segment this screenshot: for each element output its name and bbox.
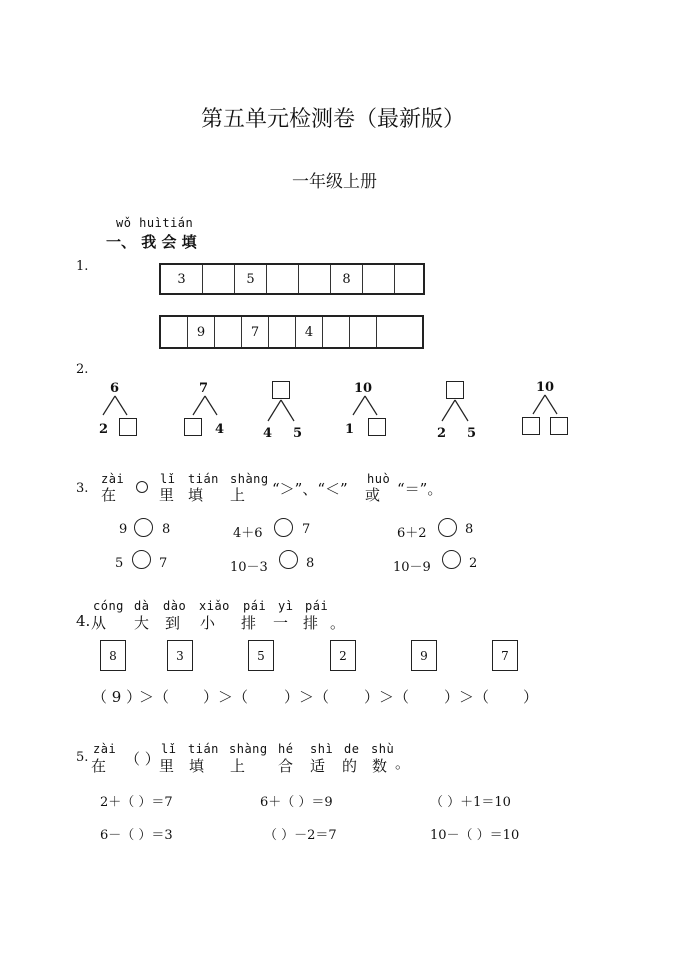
- tree3-top-box[interactable]: [272, 381, 290, 399]
- q3-item-right: 8: [465, 522, 474, 537]
- tree6-top: 10: [536, 380, 555, 395]
- q3-pinyin-tian: tián: [188, 472, 219, 486]
- tree2-right: 4: [215, 422, 225, 437]
- q3-char-li: 里: [159, 486, 175, 504]
- q3-symbol-eq: “＝”。: [397, 480, 443, 498]
- strip1-cell[interactable]: [363, 265, 395, 293]
- tree2-branches: [190, 396, 220, 416]
- section1-label: 一、 我 会 填: [106, 233, 197, 251]
- q5-equation[interactable]: 10－（ ）＝10: [430, 828, 520, 843]
- q4-pinyin-cong: cóng: [93, 599, 124, 613]
- tree3-branches: [266, 400, 296, 422]
- q4-number-box: 9: [411, 640, 437, 671]
- strip2-cell[interactable]: [269, 317, 296, 347]
- q5-equation[interactable]: 6＋（ ）＝9: [260, 795, 333, 810]
- q3-answer-circle[interactable]: [274, 518, 293, 537]
- q5-char: 。: [395, 754, 411, 772]
- q3-pinyin-huo: huò: [367, 472, 391, 486]
- strip2-cell[interactable]: 7: [242, 317, 269, 347]
- q3-pinyin-li: lǐ: [160, 472, 176, 486]
- q3-item-right: 8: [162, 522, 171, 537]
- q3-item-right: 7: [159, 556, 168, 571]
- tree3-left: 4: [263, 426, 273, 441]
- q4-number-box: 2: [330, 640, 356, 671]
- q5-char: 合: [278, 757, 294, 775]
- q4-pinyin-dao: dào: [163, 599, 187, 613]
- q5-equation[interactable]: 2＋（ ）＝7: [100, 795, 173, 810]
- strip2-cell[interactable]: 9: [188, 317, 215, 347]
- q5-equation[interactable]: 6－（ ）＝3: [100, 828, 173, 843]
- q5-paren-blank: （ ）: [125, 750, 160, 768]
- tree6-right-box[interactable]: [550, 417, 568, 435]
- q3-char-huo: 或: [365, 486, 381, 504]
- tree5-right: 5: [467, 426, 477, 441]
- strip2-cell[interactable]: 4: [296, 317, 323, 347]
- q5-pinyin-shu: shù: [371, 742, 395, 756]
- q3-item-left: 9: [119, 522, 128, 537]
- tree1-top: 6: [110, 381, 120, 396]
- q4-char: 到: [165, 614, 181, 632]
- q3-char-tian: 填: [188, 486, 204, 504]
- q5-equation[interactable]: （ ）＋1＝10: [430, 795, 511, 810]
- q5-char: 在: [91, 757, 107, 775]
- tree4-branches: [350, 396, 380, 416]
- strip2-cell[interactable]: [377, 317, 404, 347]
- q4-order-seg: ）＞（: [203, 688, 249, 706]
- q4-char: 排: [303, 614, 319, 632]
- q5-char: 填: [189, 757, 205, 775]
- q4-order-seg: ）＞（: [364, 688, 410, 706]
- strip1-cell[interactable]: 8: [331, 265, 363, 293]
- tree6-branches: [530, 395, 560, 415]
- q3-item-left: 5: [115, 556, 124, 571]
- q3-answer-circle[interactable]: [132, 550, 151, 569]
- q3-answer-circle[interactable]: [279, 550, 298, 569]
- strip2-cell[interactable]: [350, 317, 377, 347]
- page-title: 第五单元检测卷（最新版）: [201, 107, 466, 132]
- q3-item-left: 10－9: [393, 560, 431, 575]
- strip1-cell[interactable]: [267, 265, 299, 293]
- section1-pinyin: wǒ huìtián: [116, 216, 194, 230]
- q5-pinyin-shi: shì: [310, 742, 334, 756]
- number-strip-2: [159, 315, 424, 349]
- tree5-branches: [440, 400, 470, 422]
- tree5-top-box[interactable]: [446, 381, 464, 399]
- q5-number: 5.: [76, 750, 89, 765]
- q5-char: 的: [342, 757, 358, 775]
- q4-number-box: 7: [492, 640, 518, 671]
- q1-number: 1.: [76, 259, 89, 274]
- q5-pinyin-de: de: [344, 742, 360, 756]
- q2-number: 2.: [76, 362, 89, 377]
- q4-order-end: ）: [523, 688, 539, 706]
- q5-char: 适: [310, 757, 326, 775]
- number-strip-1: [159, 263, 425, 295]
- q4-number-box: 5: [248, 640, 274, 671]
- q4-char: 。: [330, 614, 346, 632]
- strip2-cell[interactable]: [215, 317, 242, 347]
- strip1-cell[interactable]: 3: [161, 265, 203, 293]
- q3-item-left: 6＋2: [397, 526, 427, 541]
- q4-order-seg: ）＞（: [284, 688, 330, 706]
- q4-char: 小: [200, 614, 216, 632]
- q4-char: 一: [273, 614, 289, 632]
- tree3-right: 5: [293, 426, 303, 441]
- q3-item-left: 10－3: [230, 560, 268, 575]
- q4-char: 排: [241, 614, 257, 632]
- q4-char: 从: [91, 614, 107, 632]
- q3-pinyin-shang: shàng: [230, 472, 269, 486]
- tree1-left: 2: [99, 422, 109, 437]
- q4-pinyin-pai: pái: [243, 599, 267, 613]
- q4-order-seg: ＞（: [139, 688, 170, 706]
- strip1-cell[interactable]: [299, 265, 331, 293]
- q4-number-box: 3: [167, 640, 193, 671]
- q5-pinyin-zai: zài: [93, 742, 117, 756]
- q3-item-left: 4＋6: [233, 526, 263, 541]
- q3-answer-circle[interactable]: [438, 518, 457, 537]
- tree1-branches: [100, 396, 130, 416]
- strip2-cell[interactable]: [161, 317, 188, 347]
- tree4-top: 10: [354, 381, 373, 396]
- tree4-left: 1: [345, 422, 355, 437]
- page-subtitle: 一年级上册: [292, 172, 377, 192]
- q5-pinyin-he: hé: [278, 742, 294, 756]
- q3-item-right: 7: [302, 522, 311, 537]
- q3-symbols-gt-lt: “＞”、“＜”: [272, 480, 348, 498]
- q5-char: 上: [230, 757, 246, 775]
- q4-number-box: 8: [100, 640, 126, 671]
- tree6-left-box[interactable]: [522, 417, 540, 435]
- strip1-cell[interactable]: [395, 265, 423, 293]
- q5-pinyin-shang: shàng: [229, 742, 268, 756]
- tree2-top: 7: [199, 381, 209, 396]
- q3-char-zai: 在: [101, 486, 117, 504]
- q5-pinyin-li: lǐ: [161, 742, 177, 756]
- q4-order-start: （ 9 ）: [92, 688, 142, 706]
- q3-pinyin-zai: zài: [101, 472, 125, 486]
- tree5-left: 2: [437, 426, 447, 441]
- q4-order-seg: ）＞（: [444, 688, 490, 706]
- strip1-cell[interactable]: [203, 265, 235, 293]
- q4-pinyin-pai2: pái: [305, 599, 329, 613]
- q4-pinyin-da: dà: [134, 599, 150, 613]
- q4-number: 4.: [76, 612, 91, 630]
- q3-char-shang: 上: [230, 486, 246, 504]
- q3-item-right: 8: [306, 556, 315, 571]
- tree4-right-box[interactable]: [368, 418, 386, 436]
- tree1-right-box[interactable]: [119, 418, 137, 436]
- q5-char: 里: [159, 757, 175, 775]
- q4-pinyin-yi: yì: [278, 599, 294, 613]
- q5-char: 数: [372, 757, 388, 775]
- q5-pinyin-tian: tián: [188, 742, 219, 756]
- tree2-left-box[interactable]: [184, 418, 202, 436]
- q4-pinyin-xiao: xiǎo: [199, 599, 230, 613]
- q5-equation[interactable]: （ ）－2＝7: [264, 828, 337, 843]
- q3-circle-symbol: [136, 481, 148, 493]
- strip1-cell[interactable]: 5: [235, 265, 267, 293]
- q3-item-right: 2: [469, 556, 478, 571]
- q4-char: 大: [134, 614, 150, 632]
- q3-number: 3.: [76, 481, 89, 496]
- strip2-cell[interactable]: [323, 317, 350, 347]
- q3-answer-circle[interactable]: [134, 518, 153, 537]
- q3-answer-circle[interactable]: [442, 550, 461, 569]
